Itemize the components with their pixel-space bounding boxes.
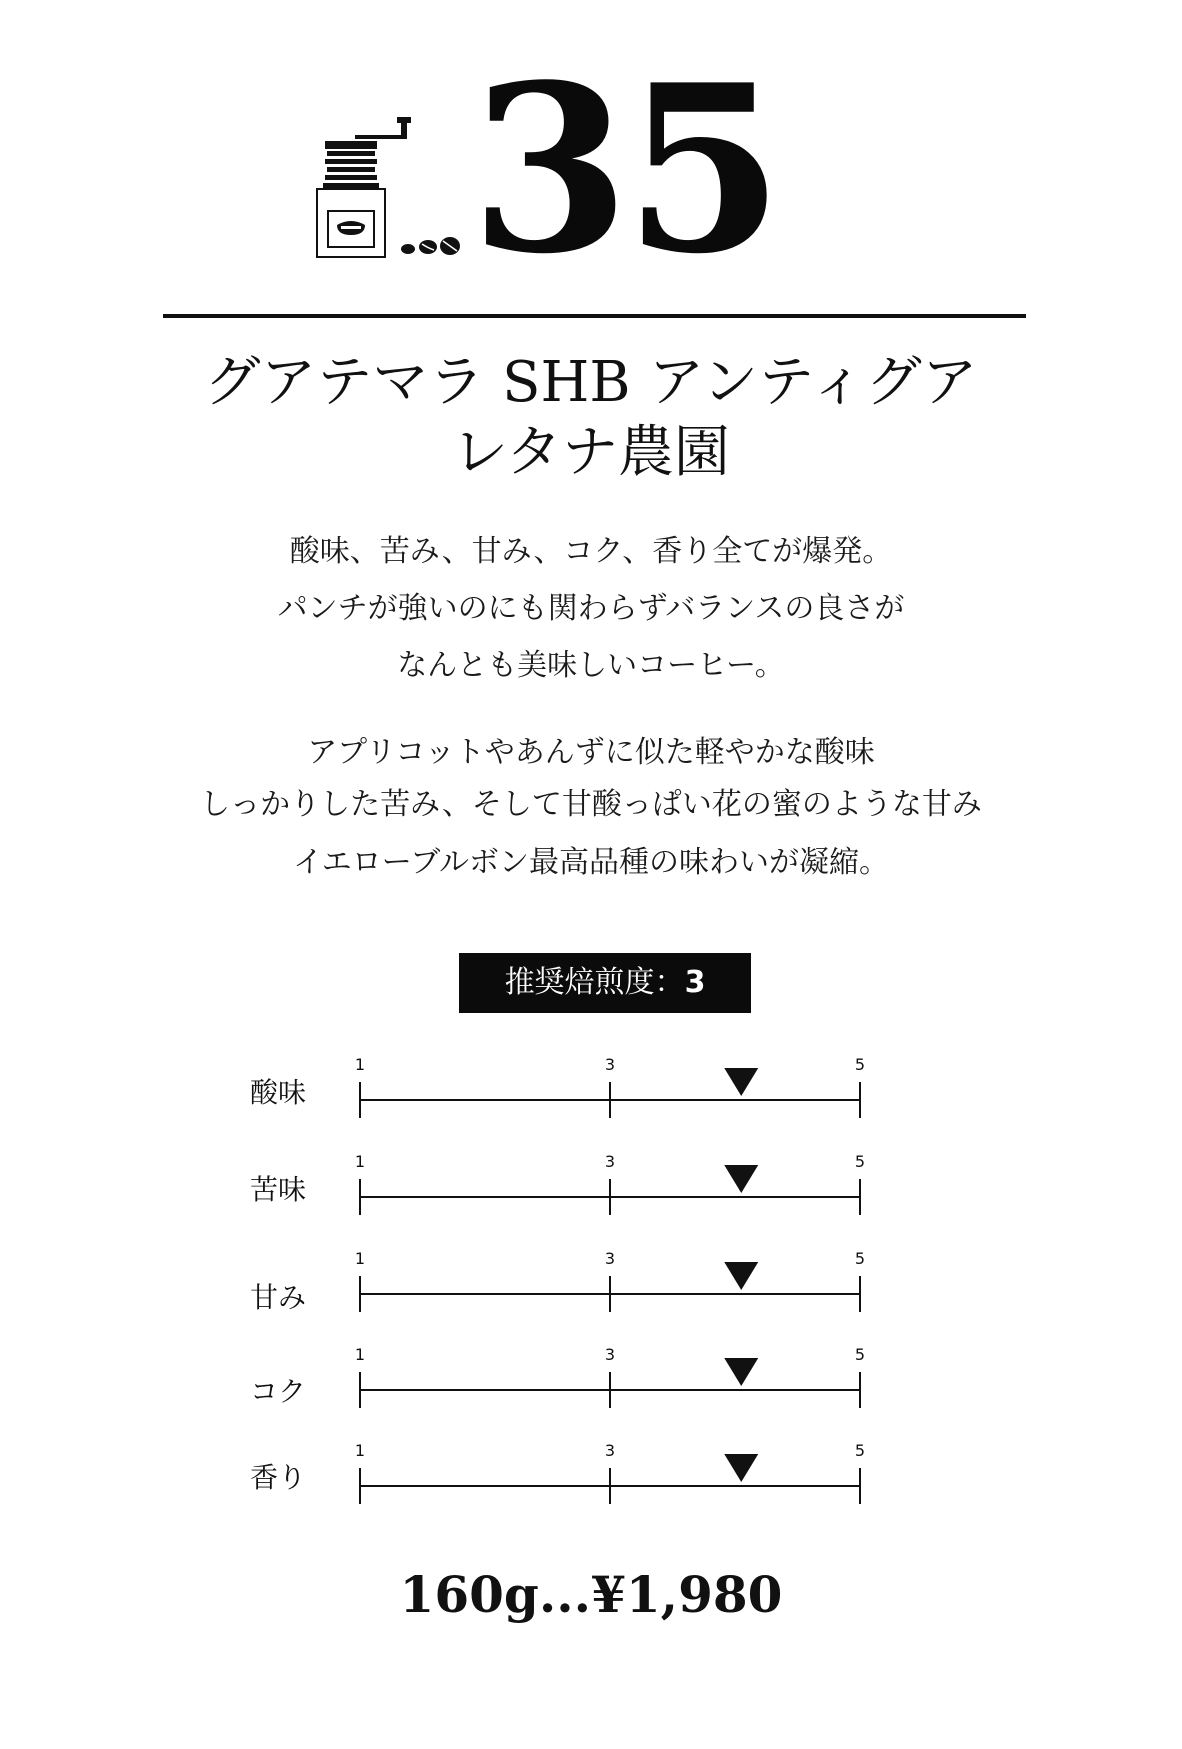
flavor-label-acidity: 酸味 (250, 1076, 307, 1109)
description-line: 酸味、苦み、甘み、コク、香り全てが爆発。 (289, 534, 893, 569)
description-line: アプリコットやあんずに似た軽やかな酸味 (307, 735, 875, 770)
scale-tick-mid-label: 3 (604, 1055, 616, 1074)
flavor-scale-body (350, 1330, 880, 1440)
flavor-label-sweetness: 甘み (250, 1281, 307, 1314)
description-line: なんとも美味しいコーヒー。 (397, 648, 785, 683)
scale-tick-max-label: 5 (854, 1345, 866, 1364)
product-title-line1: グアテマラ SHB アンティグア (204, 350, 978, 415)
scale-tick-min-label: 1 (354, 1152, 366, 1171)
scale-tick-min-label: 1 (354, 1249, 366, 1268)
product-number: 35 (470, 35, 779, 305)
scale-tick-min-label: 1 (354, 1441, 366, 1460)
scale-marker (724, 1165, 758, 1193)
divider (163, 314, 1026, 318)
scale-tick-mid-label: 3 (604, 1345, 616, 1364)
flavor-scale-aroma (350, 1426, 880, 1536)
description-line: イエローブルボン最高品種の味わいが凝縮。 (292, 845, 890, 880)
roast-label: 推奨焙煎度： (504, 965, 685, 1000)
scale-tick-max-label: 5 (854, 1152, 866, 1171)
scale-tick-max-label: 5 (854, 1249, 866, 1268)
scale-marker (724, 1262, 758, 1290)
price: 160g...¥1,980 (399, 1565, 783, 1624)
flavor-scale-bitterness (350, 1137, 880, 1247)
scale-tick-mid-label: 3 (604, 1152, 616, 1171)
product-title-line2: レタナ農園 (452, 420, 730, 485)
flavor-scale-sweetness (350, 1234, 880, 1344)
description-line: しっかりした苦み、そして甘酸っぱい花の蜜のような甘み (200, 787, 982, 822)
flavor-label-body: コク (250, 1375, 307, 1408)
scale-marker (724, 1358, 758, 1386)
scale-marker (724, 1068, 758, 1096)
scale-tick-max-label: 5 (854, 1055, 866, 1074)
scale-marker (724, 1454, 758, 1482)
roast-value: 3 (684, 965, 706, 1000)
scale-tick-max-label: 5 (854, 1441, 866, 1460)
flavor-scale-acidity (350, 1040, 880, 1150)
scale-tick-mid-label: 3 (604, 1441, 616, 1460)
recommended-roast-badge (459, 953, 751, 1013)
scale-tick-min-label: 1 (354, 1055, 366, 1074)
flavor-label-aroma: 香り (250, 1461, 307, 1494)
description-line: パンチが強いのにも関わらずバランスの良さが (277, 591, 905, 626)
flavor-label-bitterness: 苦味 (250, 1173, 307, 1206)
scale-tick-mid-label: 3 (604, 1249, 616, 1268)
coffee-beans-icon (400, 236, 462, 258)
scale-tick-min-label: 1 (354, 1345, 366, 1364)
